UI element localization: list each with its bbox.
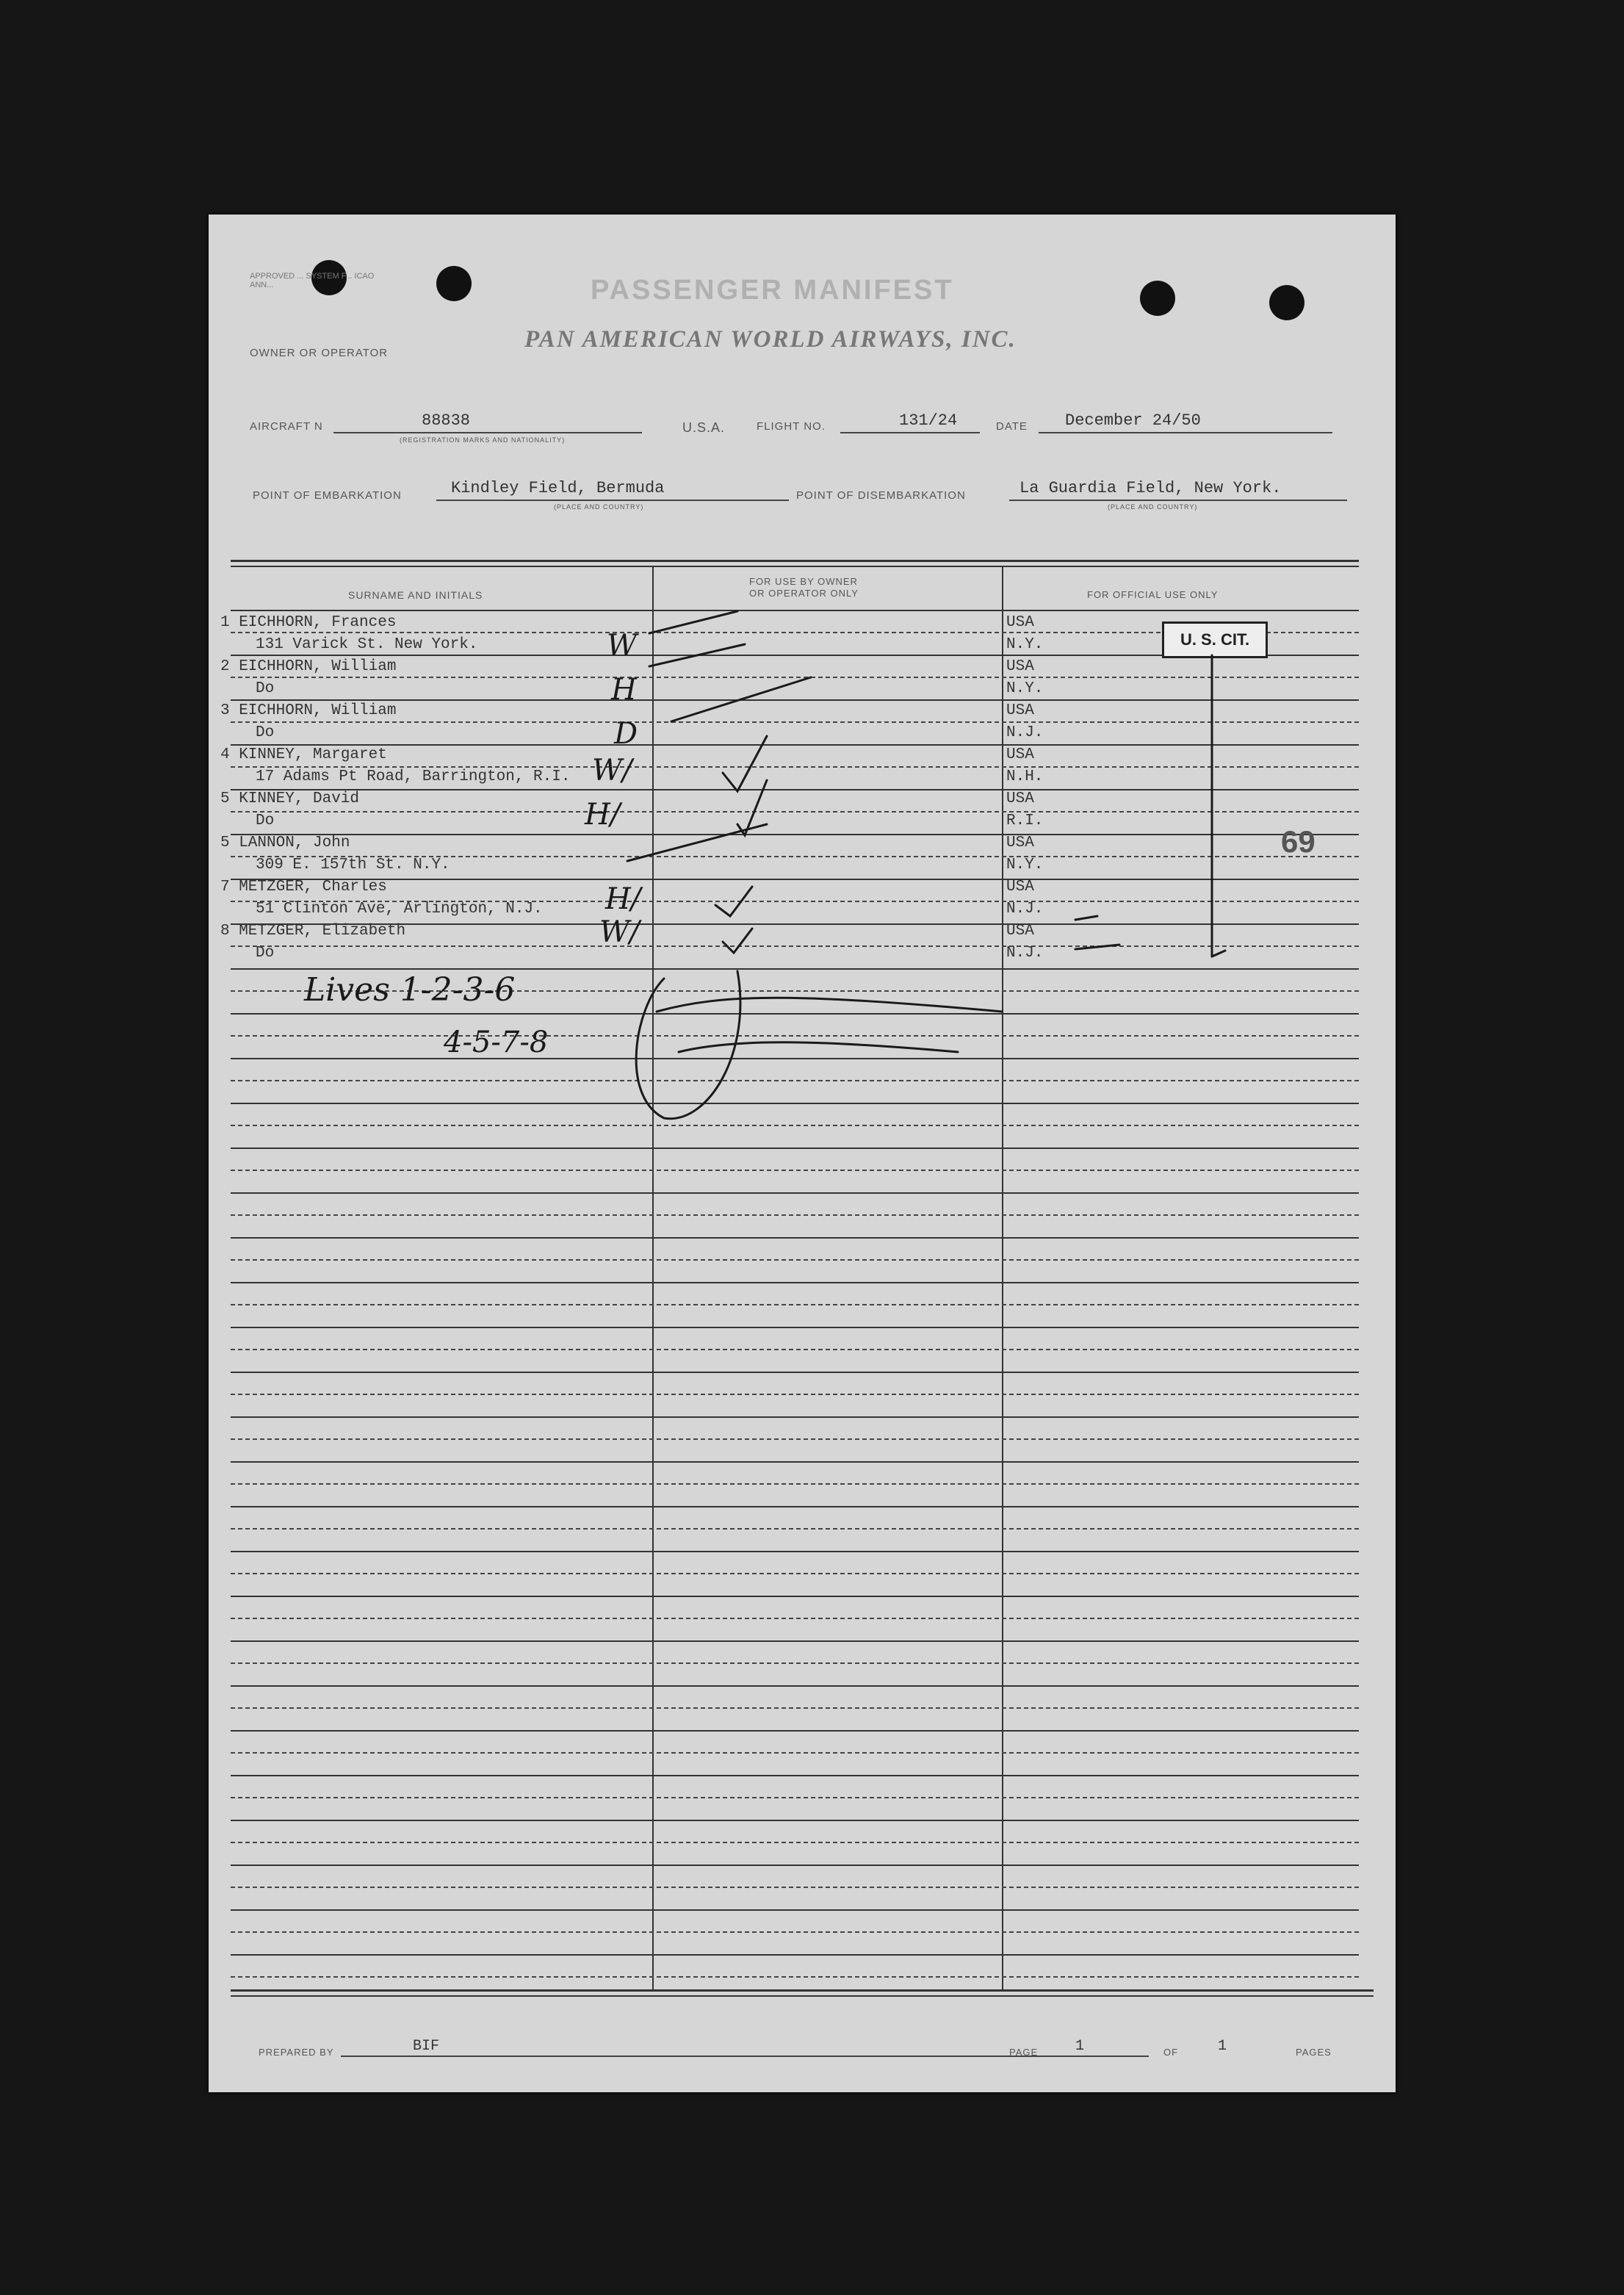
passenger-address: Do (256, 945, 275, 962)
check-mark (715, 887, 752, 916)
residence-state: N.J. (1006, 901, 1044, 918)
operator-name: PAN AMERICAN WORLD AIRWAYS, INC. (524, 326, 1017, 353)
col-surname-header: SURNAME AND INITIALS (348, 589, 483, 601)
manifest-sheet (209, 215, 1396, 2092)
col-owner-header-1: FOR USE BY OWNER (749, 576, 858, 587)
passenger-address: Do (256, 724, 275, 741)
passenger-name: 3 EICHHORN, William (220, 702, 397, 719)
signature-stroke (657, 998, 1002, 1012)
aircraft-label: AIRCRAFT N (250, 420, 323, 433)
passenger-address: 17 Adams Pt Road, Barrington, R.I. (256, 768, 571, 785)
nationality: U.S.A. (682, 420, 726, 435)
prepared-value: BIF (413, 2038, 440, 2055)
citizenship: USA (1006, 614, 1034, 631)
handwritten-note: 4-5-7-8 (444, 1026, 549, 1059)
passenger-name: 5 KINNEY, David (220, 790, 360, 807)
citizenship: USA (1006, 835, 1034, 851)
passenger-address: Do (256, 680, 275, 697)
owner-mark: H (611, 673, 637, 707)
owner-mark: W/ (599, 915, 640, 949)
form-title: PASSENGER MANIFEST (591, 275, 954, 306)
owner-label: OWNER OR OPERATOR (250, 347, 389, 359)
date-value: December 24/50 (1065, 411, 1201, 430)
col-owner-header-2: OR OPERATOR ONLY (749, 588, 859, 599)
passenger-name: 5 LANNON, John (220, 835, 350, 851)
prepared-label: PREPARED BY (259, 2047, 334, 2058)
owner-mark: D (614, 717, 638, 751)
passenger-name: 2 EICHHORN, William (220, 658, 397, 675)
citizenship: USA (1006, 702, 1034, 719)
check-mark (723, 929, 752, 953)
owner-mark: W/ (592, 754, 632, 788)
citizenship: USA (1006, 879, 1034, 896)
residence-state: R.I. (1006, 813, 1044, 829)
residence-state: N.Y. (1006, 680, 1044, 697)
owner-mark: W (607, 629, 638, 663)
table-bottom-rule (231, 1989, 1374, 1992)
approval-stamp-text: APPROVED ... SYSTEM F... ICAO ANN... (250, 272, 375, 289)
citizenship: USA (1006, 790, 1034, 807)
disembark-caption: (PLACE AND COUNTRY) (1108, 503, 1198, 511)
dash-mark (1075, 945, 1119, 949)
citizenship: USA (1006, 746, 1034, 763)
citizenship: USA (1006, 923, 1034, 940)
flight-label: FLIGHT NO. (757, 420, 826, 433)
of-value: 1 (1218, 2038, 1227, 2055)
registration-caption: (REGISTRATION MARKS AND NATIONALITY) (400, 436, 566, 444)
passenger-name: 1 EICHHORN, Frances (220, 614, 397, 631)
handwritten-note: Lives 1-2-3-6 (304, 971, 516, 1009)
date-label: DATE (996, 420, 1028, 433)
residence-state: N.Y. (1006, 857, 1044, 873)
check-stroke (649, 644, 745, 666)
page-label: PAGE (1009, 2047, 1039, 2058)
passenger-name: 4 KINNEY, Margaret (220, 746, 387, 763)
signature-stroke (679, 1042, 958, 1052)
table-bottom-rule (231, 1995, 1374, 1997)
passenger-address: Do (256, 813, 275, 829)
check-stroke (671, 677, 811, 721)
aircraft-number: 88838 (422, 411, 471, 430)
pages-label: PAGES (1296, 2047, 1332, 2058)
passenger-address: 131 Varick St. New York. (256, 636, 478, 653)
residence-state: N.Y. (1006, 636, 1044, 653)
col-official-header: FOR OFFICIAL USE ONLY (1087, 589, 1219, 600)
check-stroke (649, 611, 737, 633)
stamp-bracket-end (1212, 951, 1225, 956)
passenger-name: 8 METZGER, Elizabeth (220, 923, 406, 940)
side-number: 69 (1281, 824, 1316, 859)
passenger-address: 51 Clinton Ave, Arlington, N.J. (256, 901, 543, 918)
embark-label: POINT OF EMBARKATION (253, 489, 402, 502)
embark-value: Kindley Field, Bermuda (451, 479, 665, 497)
handwriting-overlay (209, 215, 1396, 2092)
passenger-address: 309 E. 157th St. N.Y. (256, 857, 450, 873)
disembark-value: La Guardia Field, New York. (1019, 479, 1282, 497)
us-citizen-stamp: U. S. CIT. (1162, 622, 1268, 658)
residence-state: N.J. (1006, 945, 1044, 962)
citizenship: USA (1006, 658, 1034, 675)
disembark-label: POINT OF DISEMBARKATION (796, 489, 966, 502)
residence-state: N.J. (1006, 724, 1044, 741)
owner-mark: H/ (585, 798, 621, 832)
flight-number: 131/24 (899, 411, 958, 430)
embark-caption: (PLACE AND COUNTRY) (554, 503, 644, 511)
page-value: 1 (1075, 2038, 1085, 2055)
check-mark (723, 736, 767, 791)
owner-mark: H/ (605, 882, 641, 916)
passenger-name: 7 METZGER, Charles (220, 879, 387, 896)
of-label: OF (1163, 2047, 1179, 2058)
dash-mark (1075, 916, 1097, 920)
residence-state: N.H. (1006, 768, 1044, 785)
